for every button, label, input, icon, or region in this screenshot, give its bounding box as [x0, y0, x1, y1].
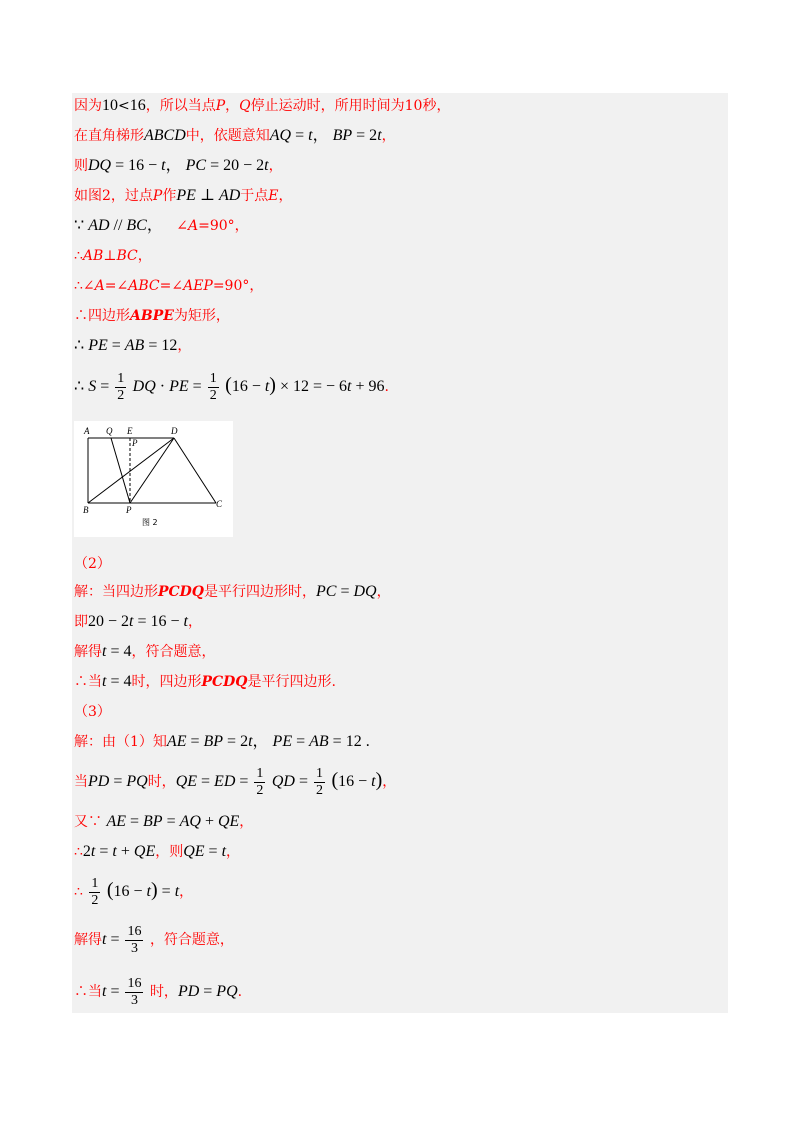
part-3-heading: （3） [74, 704, 111, 720]
figure-label-B: B [83, 505, 89, 515]
fraction-sixteen-thirds: $\frac{16}{3}$ [127, 923, 142, 956]
figure-2-diagram [74, 421, 233, 537]
solution-line-10: ∴ S = $\frac{1}{2}$ DQ · PE = $\frac{1}{2}$ (16 − t) × 12 = − 6t + 96. [74, 370, 389, 403]
fraction-half: $\frac{1}{2}$ [209, 370, 217, 403]
figure-label-A: A [84, 426, 90, 436]
solution-line-7: ∴∠A=∠ABC=∠AEP=90°， [74, 278, 264, 294]
solution-line-4: 如图2，过点P作PE ⊥ AD于点E， [74, 187, 293, 204]
solution-line-20: ∴2t = t + QE，则QE = t， [74, 843, 241, 860]
solution-line-15: ∴当t = 4时，四边形PCDQ是平行四边形. [74, 673, 336, 690]
solution-line-13: 即20 − 2t = 16 − t， [74, 613, 202, 630]
figure-label-P: P [126, 505, 132, 515]
fraction-sixteen-thirds: $\frac{16}{3}$ [127, 975, 142, 1008]
solution-line-14: 解得t = 4，符合题意， [74, 643, 216, 660]
solution-line-18: 当PD = PQ时，QE = ED = $\frac{1}{2}$ QD = $\frac{1}{2}$ (16 − t)， [74, 765, 397, 798]
solution-line-22: 解得t = $\frac{16}{3}$ ，符合题意， [74, 923, 234, 956]
solution-line-3: 则DQ = 16 − t， PC = 20 − 2t， [74, 157, 283, 174]
fraction-half: $\frac{1}{2}$ [117, 370, 125, 403]
figure-label-Q: Q [106, 426, 113, 436]
solution-line-19: 又∵ AE = BP = AQ + QE， [74, 813, 254, 830]
fraction-half: $\frac{1}{2}$ [91, 875, 99, 908]
solution-line-12: 解：当四边形PCDQ是平行四边形时，PC = DQ， [74, 583, 391, 600]
solution-line-2: 在直角梯形ABCD中，依题意知AQ = t， BP = 2t， [74, 127, 396, 144]
part-2-heading: （2） [74, 556, 111, 572]
solution-line-8: ∴四边形ABPE为矩形， [74, 308, 230, 324]
figure-label-D: D [171, 426, 178, 436]
fraction-half: $\frac{1}{2}$ [256, 765, 264, 798]
solution-line-1: 因为10<16，所以当点P，Q停止运动时，所用时间为10秒， [74, 97, 451, 114]
solution-line-6: ∴AB⊥BC， [74, 248, 152, 264]
figure-label-C: C [216, 499, 223, 509]
fraction-half: $\frac{1}{2}$ [316, 765, 323, 798]
solution-line-9: ∴ PE = AB = 12， [74, 337, 192, 354]
solution-line-21: ∴ $\frac{1}{2}$ (16 − t) = t， [74, 875, 194, 908]
figure-label-P-top: P [132, 438, 138, 448]
solution-line-17: 解：由（1）知AE = BP = 2t， PE = AB = 12 . [74, 733, 370, 750]
solution-line-5: ∵ AD // BC， ∠A=90°， [74, 217, 249, 234]
solution-line-23: ∴当t = $\frac{16}{3}$ 时，PD = PQ. [74, 975, 243, 1008]
figure-label-E: E [127, 426, 133, 436]
figure-caption: 图 2 [142, 518, 158, 527]
